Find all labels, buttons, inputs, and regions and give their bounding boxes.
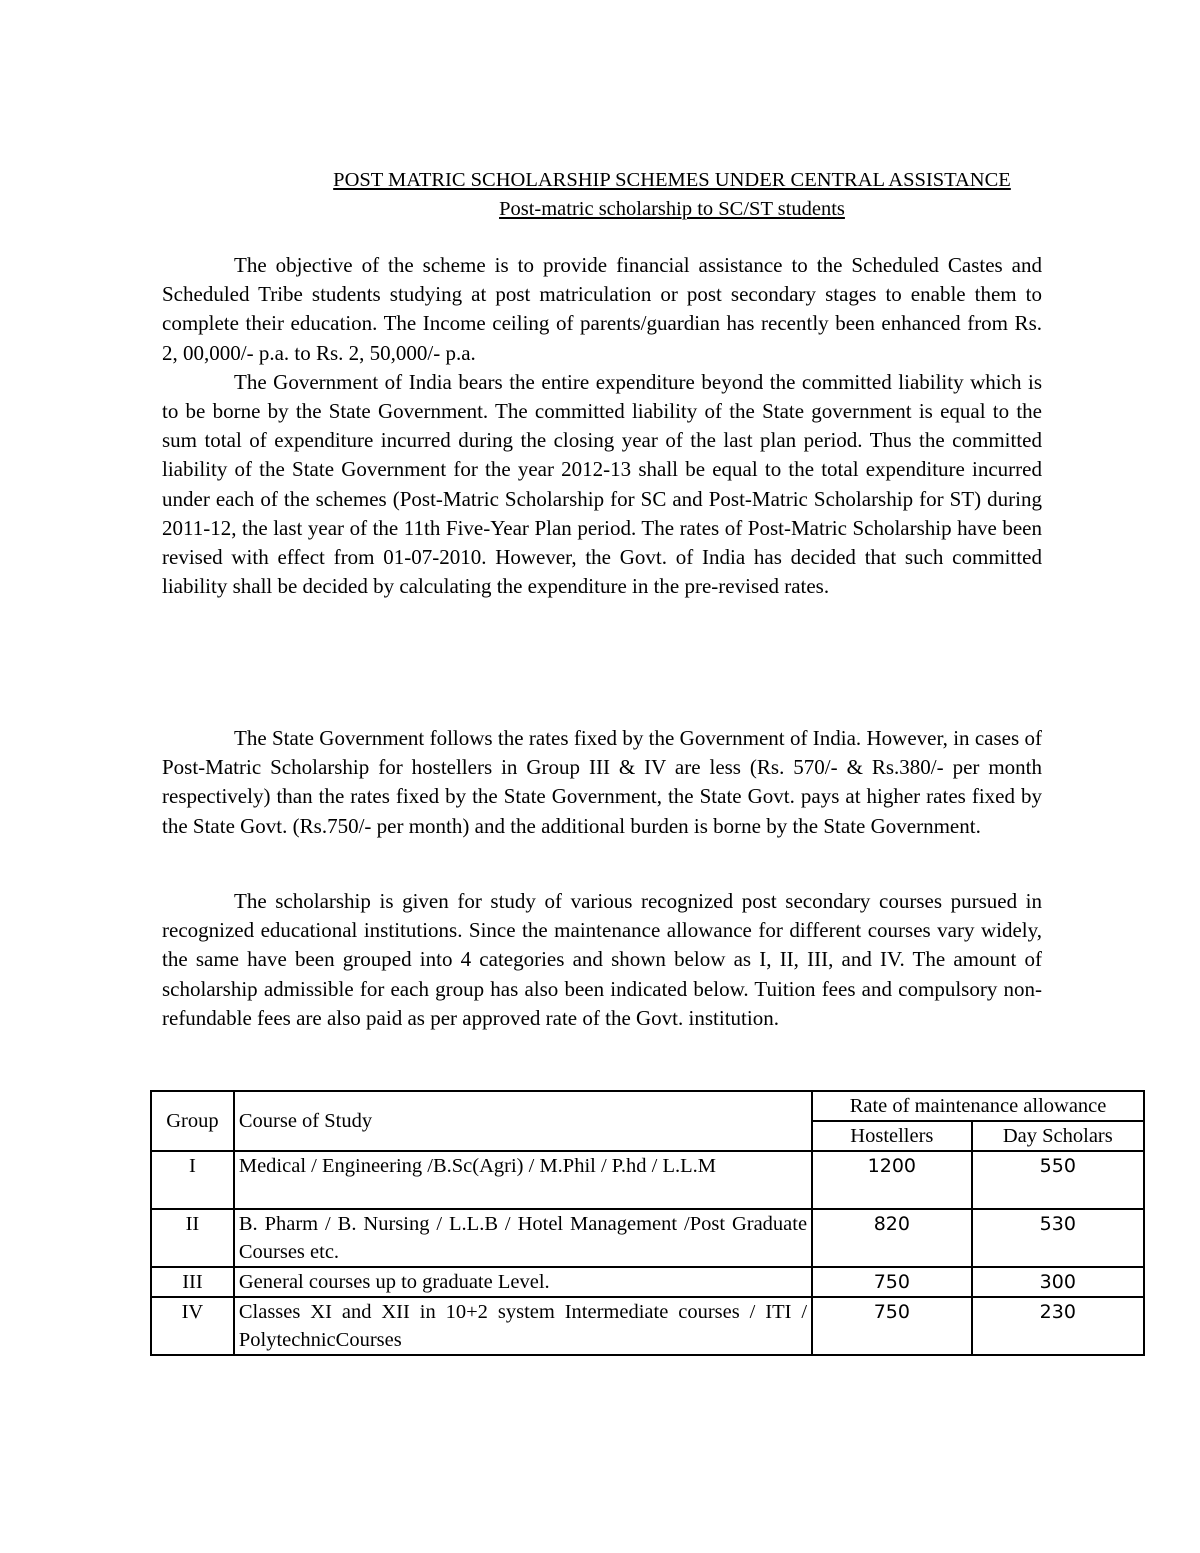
paragraph-committed-liability: The Government of India bears the entire expenditure beyond the committed liability which is to be borne by the State Government. The committed liability of the State government is equal to the sum total of expenditure incurred during the closing year of the last plan period. Thus the committed liability of the State Government for the year 2012-13 shall be equal to the total expenditure incurred under each of the schemes (Post-Matric Scholarship for SC and Post-Matric Scholarship for ST) during 2011-12, the last year of the 11th Five-Year Plan period. The rates of Post-Matric Scholarship have been revised with effect from 01-07-2010. However, the Govt. of India has decided that such committed liability shall be decided by calculating the expenditure in the pre-revised rates. — [162, 369, 1042, 599]
cell-course: Classes XI and XII in 10+2 system Intermediate courses / ITI / PolytechnicCourses — [234, 1297, 812, 1355]
header-group: Group — [151, 1091, 234, 1151]
cell-hostellers: 1200 — [812, 1151, 972, 1209]
header-course: Course of Study — [234, 1091, 812, 1151]
cell-course: General courses up to graduate Level. — [234, 1267, 812, 1297]
cell-hostellers: 750 — [812, 1297, 972, 1355]
paragraph-state-rates: The State Government follows the rates fixed by the Government of India. However, in cases of Post-Matric Scholarship for hostellers in Group III & IV are less (Rs. 570/- & Rs.380/- per month respectively) than the rates fixed by the State Government, the State Govt. pays at higher rates fixed by the State Govt. (Rs.750/- per month) and the additional burden is borne by the State Government. — [162, 726, 1042, 838]
cell-group: I — [151, 1151, 234, 1209]
document-subtitle: Post-matric scholarship to SC/ST students — [499, 198, 845, 220]
cell-day-scholars: 230 — [972, 1297, 1144, 1355]
cell-day-scholars: 550 — [972, 1151, 1144, 1209]
table-row — [151, 1209, 1144, 1267]
cell-course: Medical / Engineering /B.Sc(Agri) / M.Phil / P.hd / L.L.M — [234, 1151, 812, 1209]
paragraph-groups: The scholarship is given for study of various recognized post secondary courses pursued in recognized educational institutions. Since the maintenance allowance for different courses vary widely, the same have been grouped into 4 categories and shown below as I, II, III, and IV. The amount of scholarship admissible for each group has also been indicated below. Tuition fees and compulsory non-refundable fees are also paid as per approved rate of the Govt. institution. — [162, 889, 1042, 1030]
maintenance-allowance-table — [150, 1090, 1145, 1356]
cell-group: IV — [151, 1297, 234, 1355]
cell-day-scholars: 530 — [972, 1209, 1144, 1267]
cell-hostellers: 820 — [812, 1209, 972, 1267]
header-rate: Rate of maintenance allowance — [812, 1091, 1144, 1121]
paragraph-block-2 — [162, 724, 1042, 841]
header-day-scholars: Day Scholars — [972, 1121, 1144, 1151]
cell-hostellers: 750 — [812, 1267, 972, 1297]
header-hostellers: Hostellers — [812, 1121, 972, 1151]
document-title: POST MATRIC SCHOLARSHIP SCHEMES UNDER CENTRAL ASSISTANCE — [333, 169, 1011, 191]
paragraph-objective: The objective of the scheme is to provide financial assistance to the Scheduled Castes and Scheduled Tribe students studying at post matriculation or post secondary stages to enable them to complete their education. The Income ceiling of parents/guardian has recently been enhanced from Rs. 2, 00,000/- p.a. to Rs. 2, 50,000/- p.a. — [162, 253, 1042, 365]
table-row — [151, 1151, 1144, 1209]
paragraph-block-1 — [162, 251, 1042, 601]
cell-group: II — [151, 1209, 234, 1267]
table-row — [151, 1297, 1144, 1355]
cell-group: III — [151, 1267, 234, 1297]
table-header-row — [151, 1091, 1144, 1121]
paragraph-block-3 — [162, 887, 1042, 1033]
title-block — [162, 166, 1182, 224]
cell-day-scholars: 300 — [972, 1267, 1144, 1297]
table-row — [151, 1267, 1144, 1297]
cell-course: B. Pharm / B. Nursing / L.L.B / Hotel Management /Post Graduate Courses etc. — [234, 1209, 812, 1267]
